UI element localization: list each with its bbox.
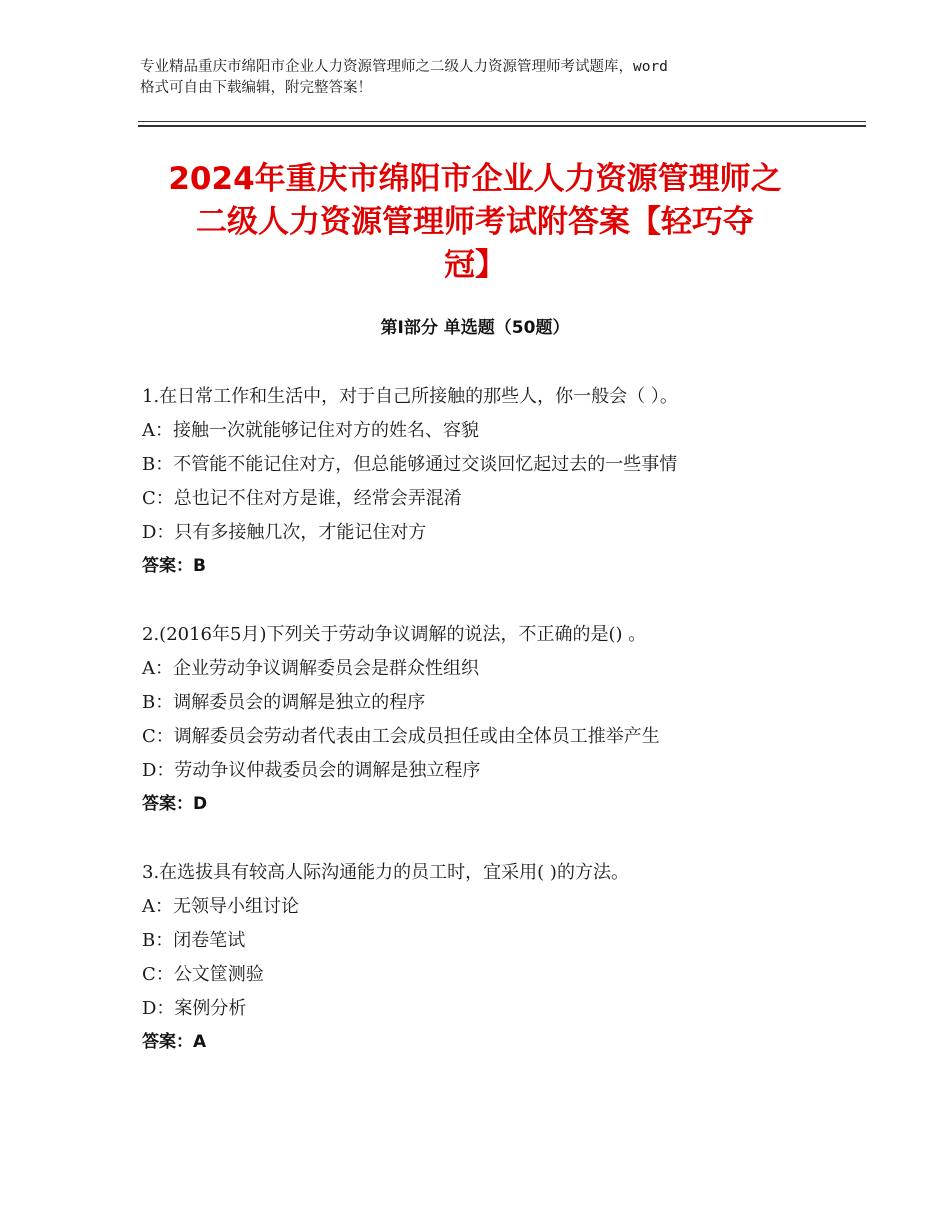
option-d: D：只有多接触几次，才能记住对方 bbox=[142, 522, 427, 543]
option-c: C：调解委员会劳动者代表由工会成员担任或由全体员工推举产生 bbox=[142, 726, 660, 747]
option-a: A：企业劳动争议调解委员会是群众性组织 bbox=[142, 658, 479, 679]
question-list bbox=[142, 382, 842, 1096]
answer-label: 答案：A bbox=[142, 1032, 207, 1052]
answer-label: 答案：D bbox=[142, 794, 208, 814]
header-note-line-2: 格式可自由下载编辑，附完整答案！ bbox=[140, 80, 372, 96]
header-note-line-1: 专业精品重庆市绵阳市企业人力资源管理师之二级人力资源管理师考试题库，word bbox=[140, 59, 668, 75]
question-stem: 2.(2016年5月)下列关于劳动争议调解的说法，不正确的是() 。 bbox=[142, 624, 647, 645]
document-title-line-2: 二级人力资源管理师考试附答案【轻巧夺 bbox=[196, 204, 754, 240]
document-title-line-1: 2024年重庆市绵阳市企业人力资源管理师之 bbox=[168, 161, 782, 197]
option-b: B：不管能不能记住对方，但总能够通过交谈回忆起过去的一些事情 bbox=[142, 454, 678, 475]
header-note bbox=[140, 57, 820, 99]
option-c: C：总也记不住对方是谁，经常会弄混淆 bbox=[142, 488, 462, 509]
option-d: D：劳动争议仲裁委员会的调解是独立程序 bbox=[142, 760, 481, 781]
option-c: C：公文筐测验 bbox=[142, 964, 264, 985]
question-stem: 3.在选拔具有较高人际沟通能力的员工时，宜采用( )的方法。 bbox=[142, 862, 629, 883]
question-stem: 1.在日常工作和生活中，对于自己所接触的那些人，你一般会（ ）。 bbox=[142, 386, 678, 407]
answer-label: 答案：B bbox=[142, 556, 206, 576]
section-title: 第Ⅰ部分 单选题（50题） bbox=[380, 318, 570, 338]
document-title-line-3: 冠】 bbox=[444, 247, 506, 283]
option-b: B：调解委员会的调解是独立的程序 bbox=[142, 692, 426, 713]
option-b: B：闭卷笔试 bbox=[142, 930, 246, 951]
question-item bbox=[142, 620, 842, 824]
header-divider-thick bbox=[138, 125, 866, 127]
question-item bbox=[142, 382, 842, 586]
question-item bbox=[142, 858, 842, 1062]
header-divider-thin bbox=[138, 121, 866, 122]
option-a: A：接触一次就能够记住对方的姓名、容貌 bbox=[142, 420, 479, 441]
option-a: A：无领导小组讨论 bbox=[142, 896, 299, 917]
option-d: D：案例分析 bbox=[142, 998, 247, 1019]
document-title bbox=[140, 158, 810, 287]
